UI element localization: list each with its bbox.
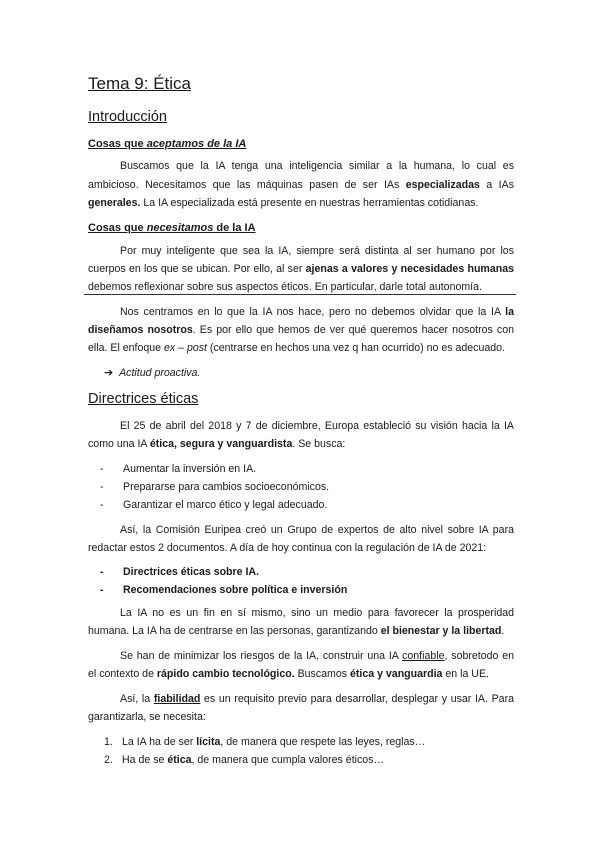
numbered-item xyxy=(122,751,384,769)
text-span: , de manera que cumpla valores éticos… xyxy=(191,754,385,766)
text-span: ambicioso. Necesitamos que las máquinas pasen de ser IAs xyxy=(88,179,400,191)
bold-text: especializadas xyxy=(405,179,480,191)
paragraph-line xyxy=(88,668,514,680)
list-item: Directrices éticas sobre IA. xyxy=(123,566,260,578)
text-span: Se han de minimizar los riesgos de la IA, construir una IA xyxy=(120,650,403,662)
paragraph-line xyxy=(120,693,514,705)
paragraph-line: Buscamos que la IA tenga una inteligencia similar a la humana, lo cual es xyxy=(120,160,514,172)
paragraph-line: La IA no es un fin en sí mismo, sino un medio para favorecer la prosperidad xyxy=(120,607,514,619)
text-span: es un requisito previo para desarrollar, desplegar y usar IA. Para xyxy=(200,693,514,705)
text-span: La IA ha de ser xyxy=(122,736,197,748)
paragraph-line: Así, la Comisión Euripea creó un Grupo de expertos de alto nivel sobre IA para xyxy=(120,524,514,536)
list-item: Aumentar la inversión en IA. xyxy=(123,463,257,475)
bullet-dash: - xyxy=(100,463,104,475)
text-span: a IAs xyxy=(479,179,514,191)
text-span: , de manera que respete las leyes, reglas… xyxy=(220,736,426,748)
paragraph-line xyxy=(88,324,514,336)
text-span: Buscamos xyxy=(294,668,350,680)
bullet-dash: - xyxy=(100,499,104,511)
text-span: Nos centramos en lo que la IA nos hace, pero no debemos olvidar que la IA xyxy=(120,306,506,318)
arrow-list-item xyxy=(104,366,200,379)
paragraph-line xyxy=(120,306,514,318)
bold-text: lícita xyxy=(196,736,221,748)
numbered-item xyxy=(122,733,425,751)
bold-underlined-text: fiabilidad xyxy=(153,693,201,705)
paragraph-line xyxy=(88,625,514,637)
subheading-necesitamos xyxy=(88,222,256,234)
bullet-dash: - xyxy=(100,584,104,596)
paragraph-line: El 25 de abril del 2018 y 7 de diciembre, Europa estableció su visión hacia la IA xyxy=(120,420,514,432)
subheading-suffix: de la IA xyxy=(213,222,256,234)
bold-text: ajenas a valores y necesidades humanas xyxy=(305,263,514,275)
page-title: Tema 9: Ética xyxy=(88,74,191,93)
text-span: . Se busca: xyxy=(292,438,346,450)
subheading-aceptamos xyxy=(88,138,246,150)
paragraph-line xyxy=(88,263,514,275)
subheading-prefix: Cosas que xyxy=(88,138,147,150)
list-item: Recomendaciones sobre política e inversión xyxy=(123,584,348,596)
bold-text: ética, segura y vanguardista xyxy=(149,438,293,450)
paragraph-line: debemos reflexionar sobre sus aspectos éticos. En particular, darle total autonomía. xyxy=(88,281,482,293)
text-span: Así, la xyxy=(120,693,154,705)
text-span: . xyxy=(501,625,505,637)
text-span: en la UE. xyxy=(442,668,489,680)
bold-text: ética y vanguardia xyxy=(349,668,443,680)
text-span: ella. El enfoque xyxy=(88,342,164,354)
subheading-prefix: Cosas que xyxy=(88,222,147,234)
subheading-italic: aceptamos de la IA xyxy=(146,138,247,150)
bold-text: el bienestar y la libertad xyxy=(380,625,502,637)
text-span: (centrarse en hechos una vez q han ocurrido) no es adecuado. xyxy=(206,342,505,354)
bold-text: la xyxy=(505,306,514,318)
bold-text: ética xyxy=(167,754,192,766)
paragraph-line xyxy=(120,650,514,662)
bold-text: generales. xyxy=(88,197,141,209)
section-heading-introduccion: Introducción xyxy=(88,109,167,125)
text-span: . Es por ello que hemos de ver qué queremos hacer nosotros con xyxy=(192,324,514,336)
list-item: Garantizar el marco ético y legal adecuado. xyxy=(123,499,328,511)
text-span: cuerpos en los que se ubican. Por ello, al ser xyxy=(88,263,306,275)
horizontal-rule xyxy=(84,294,516,295)
paragraph-line: garantizarla, se necesita: xyxy=(88,711,206,723)
bold-text: diseñamos nosotros xyxy=(88,324,193,336)
italic-text: Actitud proactiva. xyxy=(119,367,201,379)
paragraph-line: redactar estos 2 documentos. A día de hoy continua con la regulación de IA de 2021: xyxy=(88,542,487,554)
text-span: La IA especializada está presente en nuestras herramientas cotidianas. xyxy=(140,197,479,209)
text-span: , sobretodo en xyxy=(444,650,515,662)
bullet-dash: - xyxy=(100,481,104,493)
paragraph-line: Por muy inteligente que sea la IA, siempre será distinta al ser humano por los xyxy=(120,245,514,257)
text-span: el contexto de xyxy=(88,668,157,680)
text-span: humana. La IA ha de centrarse en las personas, garantizando xyxy=(88,625,381,637)
bold-text: rápido cambio tecnológico. xyxy=(156,668,295,680)
section-heading-directrices: Directrices éticas xyxy=(88,391,199,407)
subheading-italic: necesitamos xyxy=(146,222,214,234)
numbered-item-num: 1. xyxy=(104,736,113,748)
underlined-text: confiable xyxy=(402,650,445,662)
paragraph-line xyxy=(88,342,514,354)
paragraph-line xyxy=(88,197,514,209)
paragraph-line xyxy=(88,179,514,191)
arrow-right-icon: ➔ xyxy=(104,367,114,379)
numbered-item-num: 2. xyxy=(104,754,113,766)
bullet-dash: - xyxy=(100,566,104,578)
italic-text: ex – post xyxy=(163,342,207,354)
paragraph-line xyxy=(88,438,514,450)
list-item: Prepararse para cambios socioeconómicos. xyxy=(123,481,330,493)
text-span: Ha de se xyxy=(122,754,168,766)
text-span: como una IA xyxy=(88,438,150,450)
